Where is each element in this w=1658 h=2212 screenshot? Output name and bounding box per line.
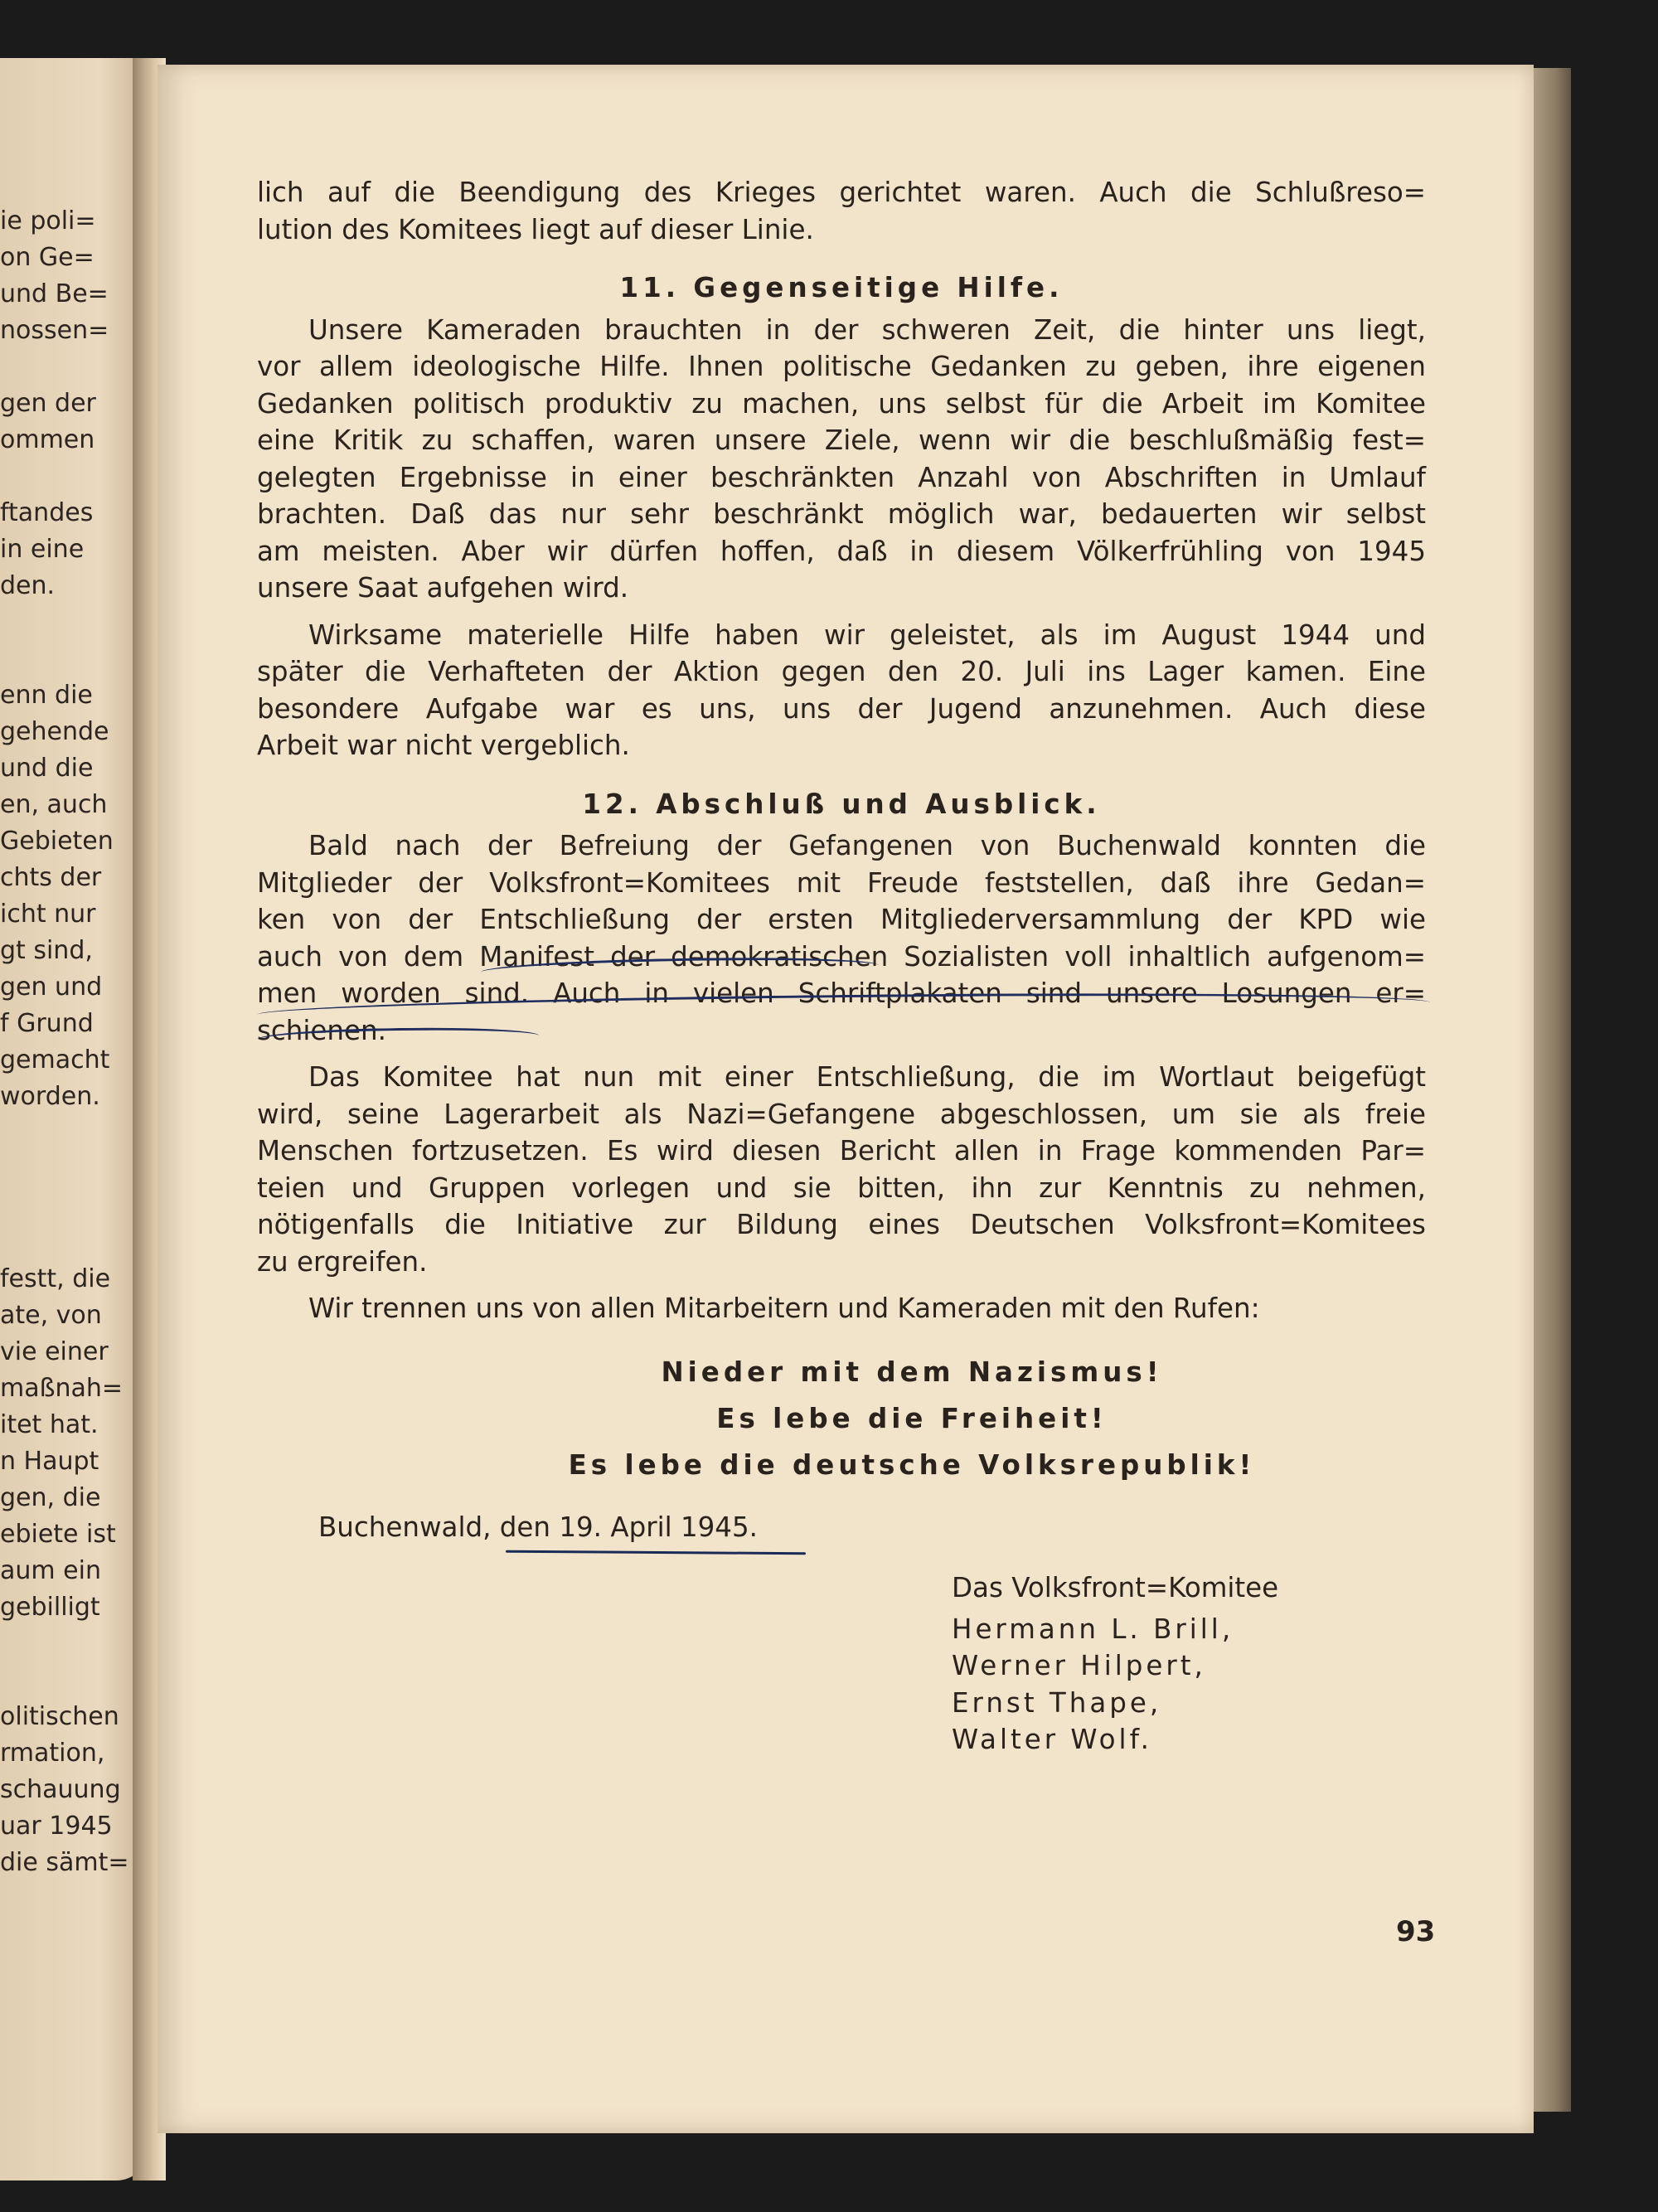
signature-block [257, 1564, 1426, 1758]
left-page-line: en, auch [0, 790, 108, 819]
text-line: lich auf die Beendigung des Krieges gerichtet waren. Auch die Schlußreso= [257, 177, 1426, 208]
signer-name: Werner Hilpert, [952, 1650, 1206, 1681]
intro-paragraph [257, 174, 1426, 248]
text-line: besondere Aufgabe war es uns, uns der Jugend anzunehmen. Auch diese [257, 692, 1426, 725]
left-page-line: gehende [0, 717, 109, 746]
left-page-line: und Be= [0, 279, 109, 308]
left-page-line [0, 458, 145, 495]
text-line: wird, seine Lagerarbeit als Nazi=Gefangene abgeschlossen, um sie als freie [257, 1098, 1426, 1130]
left-page-line: ate, von [0, 1301, 102, 1330]
left-page-line [0, 1626, 145, 1662]
left-page-line: Gebieten [0, 827, 114, 856]
slogan: Nieder mit dem Nazismus! [661, 1356, 1163, 1388]
text-line: Gedanken politisch produktiv zu machen, uns selbst für die Arbeit im Komitee [257, 387, 1426, 420]
text-line: Das Komitee hat nun mit einer Entschließung, die im Wortlaut beigefügt [308, 1061, 1426, 1093]
text-line: nötigenfalls die Initiative zur Bildung eines Deutschen Volksfront=Komitees [257, 1209, 1426, 1240]
date-line-text: Buchenwald, den 19. April 1945. [318, 1511, 758, 1543]
text-line: gelegten Ergebnisse in einer beschränkten Anzahl von Abschriften in Umlauf [257, 461, 1426, 493]
left-page-line: schauung [0, 1775, 121, 1804]
section-11-paragraph-1 [257, 312, 1426, 607]
left-page-line: gebilligt [0, 1593, 100, 1622]
left-page-line: in eine [0, 535, 85, 564]
section-11-paragraph-2 [257, 617, 1426, 764]
left-page-line: chts der [0, 863, 102, 892]
signer-name: Ernst Thape, [952, 1686, 1162, 1719]
text-line: ken von der Entschließung der ersten Mitgliederversammlung der KPD wie [257, 904, 1426, 935]
section-12-heading: 12. Abschluß und Ausblick. [582, 788, 1101, 820]
text-line: teien und Gruppen vorlegen und sie bitten, ihn zur Kenntnis zu nehmen, [257, 1171, 1426, 1204]
left-page-line: olitischen [0, 1702, 119, 1731]
left-page-line: vie einer [0, 1337, 109, 1366]
left-page-line [0, 1662, 145, 1699]
left-page-line: ommen [0, 425, 95, 454]
left-page-line: ftandes [0, 498, 94, 527]
left-page-line: den. [0, 571, 56, 600]
signer-name: Walter Wolf. [952, 1724, 1152, 1755]
text-line: eine Kritik zu schaffen, waren unsere Ziele, wenn wir die beschlußmäßig fest= [257, 424, 1426, 456]
text-line: men worden sind. Auch in vielen Schriftplakaten sind unsere Losungen er= [257, 977, 1426, 1009]
left-page-line: aum ein [0, 1556, 101, 1585]
left-page-line: ie poli= [0, 206, 96, 235]
left-page-line: rmation, [0, 1739, 105, 1768]
left-page-line: maßnah= [0, 1374, 124, 1403]
left-page-line [0, 349, 145, 386]
text-line: auch von dem Manifest der demokratischen Sozialisten voll inhaltlich aufgenom= [257, 940, 1426, 973]
left-page-line: enn die [0, 681, 93, 710]
signature-title: Das Volksfront=Komitee [952, 1571, 1279, 1603]
text-line: unsere Saat aufgehen wird. [257, 572, 629, 604]
left-page-line: uar 1945 [0, 1812, 113, 1841]
left-page-line: gen der [0, 389, 96, 418]
pen-underline [506, 1550, 806, 1555]
section-12-paragraph-3 [257, 1290, 1426, 1327]
text-line: Arbeit war nicht vergeblich. [257, 730, 630, 761]
slogan: Es lebe die Freiheit! [716, 1402, 1108, 1434]
page-edge [1534, 68, 1571, 2112]
section-12-paragraph-2 [257, 1059, 1426, 1280]
text-line: Wirksame materielle Hilfe haben wir geleistet, als im August 1944 und [308, 618, 1426, 651]
left-page-line: festt, die [0, 1264, 111, 1293]
text-line: lution des Komitees liegt auf dieser Linie. [257, 213, 814, 245]
left-page-line: und die [0, 754, 94, 783]
left-page-line: gt sind, [0, 936, 93, 965]
left-page-line: gemacht [0, 1045, 110, 1074]
text-line: später die Verhafteten der Aktion gegen den 20. Juli ins Lager kamen. Eine [257, 656, 1426, 687]
slogans [257, 1349, 1426, 1488]
left-page-line: gen und [0, 973, 103, 1002]
text-line: Menschen fortzusetzen. Es wird diesen Bericht allen in Frage kommenden Par= [257, 1135, 1426, 1167]
left-page-line: n Haupt [0, 1447, 99, 1476]
text-line: zu ergreifen. [257, 1245, 428, 1278]
text-line: brachten. Daß das nur sehr beschränkt möglich war, bedauerten wir selbst [257, 498, 1426, 530]
left-page-line: ebiete ist [0, 1520, 116, 1549]
text-line: schienen. [257, 1014, 386, 1046]
date-line [257, 1506, 1426, 1548]
left-page-line: nossen= [0, 316, 109, 345]
signer-name: Hermann L. Brill, [952, 1613, 1234, 1645]
text-line: am meisten. Aber wir dürfen hoffen, daß in diesem Völkerfrühling von 1945 [257, 535, 1426, 567]
left-page [0, 58, 149, 2180]
left-page-line [0, 1152, 145, 1188]
left-page-line: gen, die [0, 1483, 101, 1512]
left-page-line [0, 1188, 145, 1225]
text-line: vor allem ideologische Hilfe. Ihnen politische Gedanken zu geben, ihre eigenen [257, 351, 1426, 382]
left-page-line: worden. [0, 1082, 100, 1111]
text-line: Bald nach der Befreiung der Gefangenen von Buchenwald konnten die [308, 830, 1426, 861]
text-line: Unsere Kameraden brauchten in der schweren Zeit, die hinter uns liegt, [308, 313, 1426, 346]
left-page-line: die sämt= [0, 1848, 129, 1877]
left-page-line: itet hat. [0, 1410, 99, 1439]
left-page-text [0, 203, 145, 1881]
left-page-line [0, 604, 145, 641]
left-page-line: icht nur [0, 900, 96, 929]
page-number: 93 [1396, 1915, 1436, 1948]
text-line: Wir trennen uns von allen Mitarbeitern und Kameraden mit den Rufen: [308, 1293, 1260, 1324]
section-11-heading: 11. Gegenseitige Hilfe. [619, 272, 1064, 303]
left-page-line: f Grund [0, 1009, 94, 1038]
text-line: Mitglieder der Volksfront=Komitees mit Freude feststellen, daß ihre Gedan= [257, 866, 1426, 899]
slogan: Es lebe die deutsche Volksrepublik! [568, 1448, 1256, 1481]
left-page-line: on Ge= [0, 243, 95, 272]
left-page-line [0, 641, 145, 677]
left-page-line [0, 1225, 145, 1261]
left-page-line [0, 1115, 145, 1152]
